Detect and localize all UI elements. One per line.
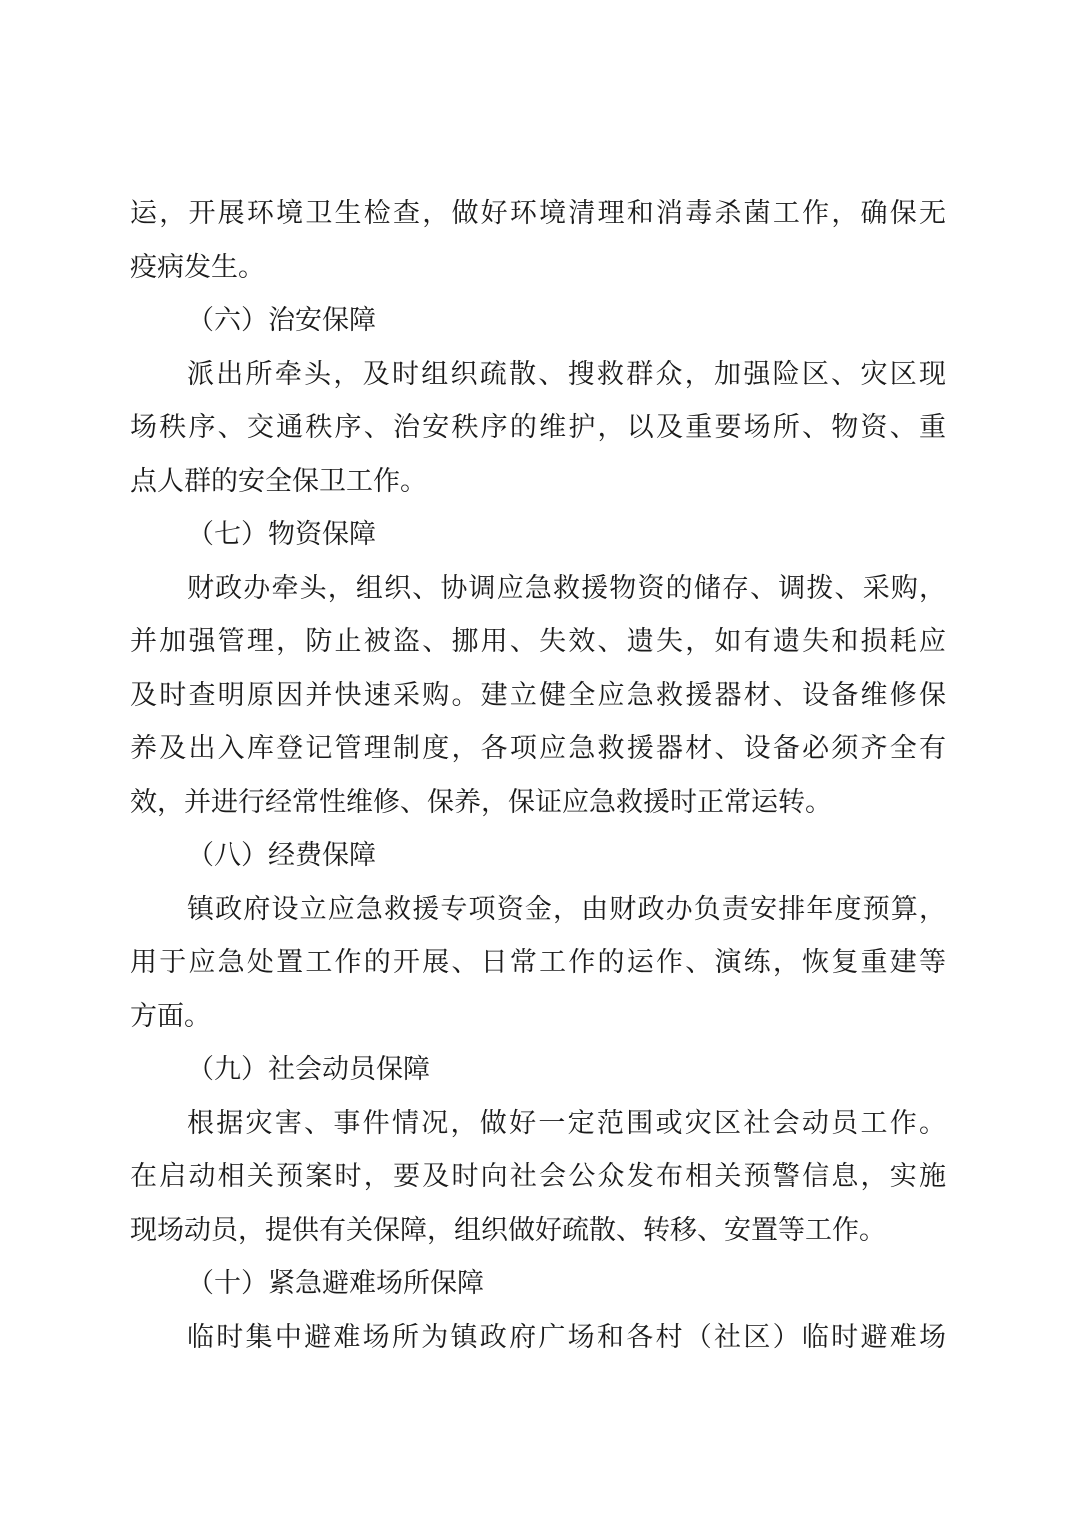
body-text-line: 根据灾害、事件情况，做好一定范围或灾区社会动员工作。 — [187, 1107, 946, 1139]
section-heading: （九）社会动员保障 — [187, 1054, 430, 1085]
body-text-line: 现场动员，提供有关保障，组织做好疏散、转移、安置等工作。 — [130, 1214, 886, 1246]
body-text-line: 方面。 — [130, 1000, 211, 1032]
body-text-line: 在启动相关预案时，要及时向社会公众发布相关预警信息，实施 — [130, 1161, 946, 1192]
body-text-line: 疫病发生。 — [130, 251, 265, 283]
body-text-line: 场秩序、交通秩序、治安秩序的维护，以及重要场所、物资、重 — [130, 412, 946, 443]
section-heading: （八）经费保障 — [187, 840, 376, 871]
body-text-line: 临时集中避难场所为镇政府广场和各村（社区）临时避难场 — [187, 1321, 946, 1353]
section-heading: （六）治安保障 — [187, 305, 376, 336]
body-text-line: 镇政府设立应急救援专项资金，由财政办负责安排年度预算， — [187, 893, 946, 925]
body-text-line: 并加强管理，防止被盗、挪用、失效、遗失，如有遗失和损耗应 — [130, 626, 946, 657]
body-text-line: 点人群的安全保卫工作。 — [130, 465, 427, 497]
section-heading: （十）紧急避难场所保障 — [187, 1268, 484, 1299]
body-text-line: 派出所牵头，及时组织疏散、搜救群众，加强险区、灾区现 — [187, 358, 946, 390]
body-text-line: 效，并进行经常性维修、保养，保证应急救援时正常运转。 — [130, 786, 832, 818]
body-text-line: 财政办牵头，组织、协调应急救援物资的储存、调拨、采购， — [187, 572, 946, 604]
section-heading: （七）物资保障 — [187, 519, 376, 550]
document-page — [130, 187, 946, 1364]
body-text-line: 用于应急处置工作的开展、日常工作的运作、演练，恢复重建等 — [130, 947, 946, 978]
body-text-line: 及时查明原因并快速采购。建立健全应急救援器材、设备维修保 — [130, 679, 946, 711]
body-text-line: 运，开展环境卫生检查，做好环境清理和消毒杀菌工作，确保无 — [130, 198, 946, 229]
body-text-line: 养及出入库登记管理制度，各项应急救援器材、设备必须齐全有 — [130, 733, 946, 764]
